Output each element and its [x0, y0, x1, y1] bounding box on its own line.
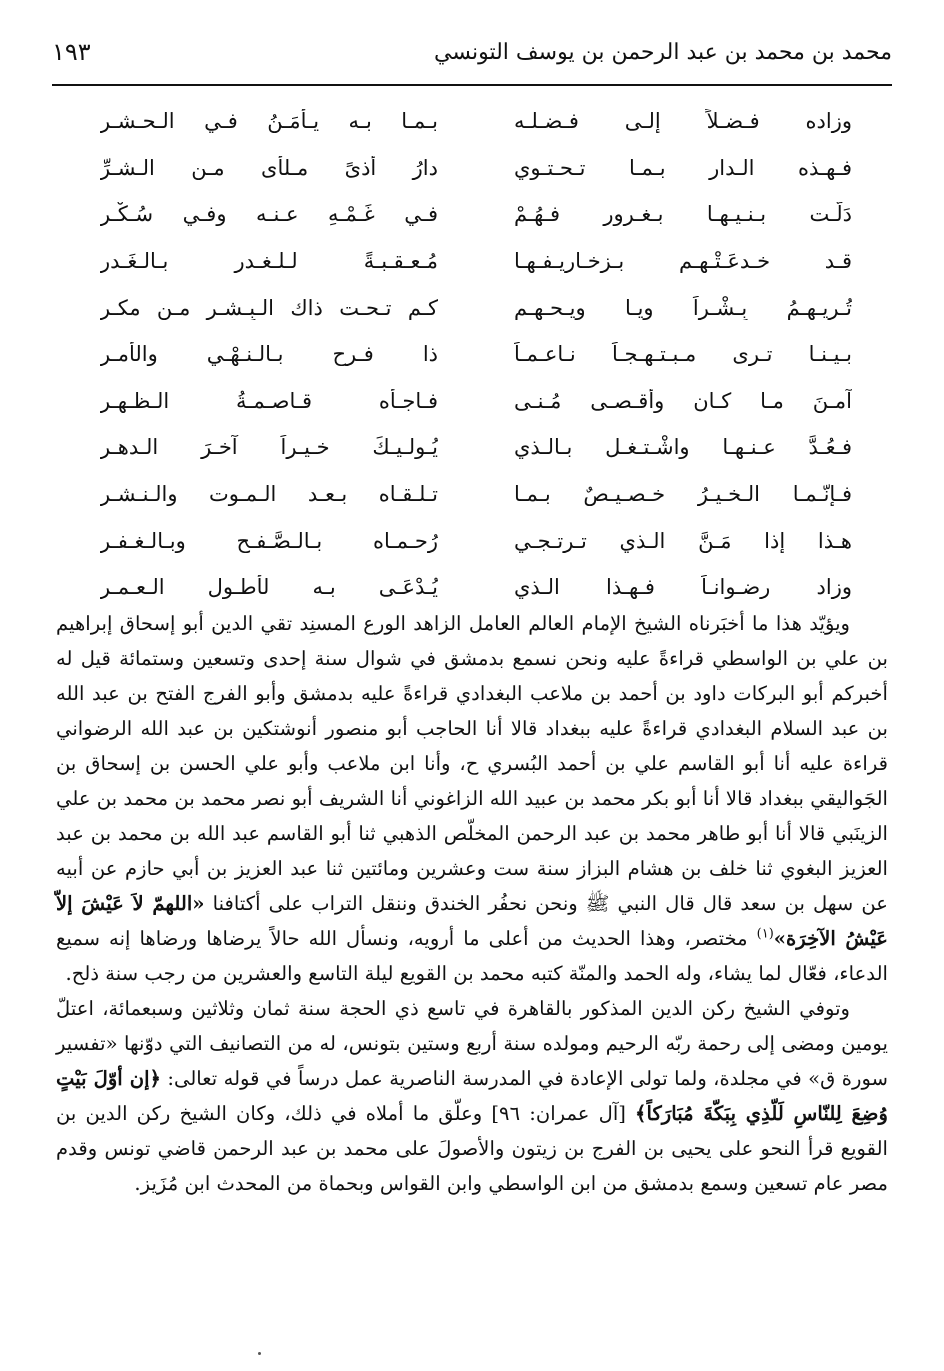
- verse-second-hemistich: تـلـقـاه بـعـد الـمـوت والـنـشـرِ: [100, 482, 438, 507]
- running-title: محمد بن محمد بن عبد الرحمن بن يوسف التونسي: [434, 40, 892, 65]
- quran-reference: [آل عمران: ٩٦]: [491, 1102, 626, 1125]
- verse-second-hemistich: فـي غَـمْـهِ عـنـه وفـي سُـكْـرِ: [100, 202, 438, 227]
- footnote-marker: (١): [756, 926, 774, 942]
- poem-verse: [100, 191, 852, 238]
- poem-verse: [100, 378, 852, 425]
- biography-text-start: وتوفي الشيخ ركن الدين المذكور بالقاهرة في تاسع ذي الحجة سنة ثمان وثلاثين وسبعمائة، اعتلّ يومين ومضى إلى رحمة ربّه الرحيم ومولده سنة أربع وستين بتونس، له من التصانيف التي دوّنها «تفسير سورة ق» في مجلدة، ولما تولى الإعادة في المدرسة الناصرية عمل درساً في قوله تعالى:: [56, 997, 888, 1090]
- verse-first-hemistich: وزاد رضـوانـاً فـهـذا الـذي: [514, 575, 852, 600]
- verse-second-hemistich: بـمـا بـه يـأمَـنُ فـي الـحـشـرِ: [100, 109, 438, 134]
- poem-verse: [100, 517, 852, 564]
- biography-paragraph: [56, 991, 888, 1201]
- hadith-quote: «اللهمّ لاَ عَيْشَ إلاّ عَيْشُ الآخِرَة»: [56, 892, 889, 950]
- verse-first-hemistich: فـإنّـمـا الـخـيـرُ خـصـيـصٌ بـمـا: [514, 482, 852, 507]
- poem-verse: [100, 471, 852, 518]
- verse-first-hemistich: فـعُـدَّ عـنـهـا واشْـتـغـل بـالـذي: [514, 435, 852, 460]
- poem-verse: [100, 145, 852, 192]
- verse-first-hemistich: هـذا إذا مَـنَّ الـذي تـرتـجـي: [514, 528, 852, 553]
- poem-verse: [100, 98, 852, 145]
- verse-second-hemistich: يُـدْعَـى بـه لأطـولِ الـعـمـرِ: [100, 575, 438, 600]
- page-number: ١٩٣: [52, 38, 91, 66]
- poem-verse: [100, 284, 852, 331]
- page-header: [52, 28, 892, 86]
- biography-text-end: وعلّق ما أملاه في ذلك، وكان الشيخ ركن الدين بن القويع قرأ النحو على يحيى بن الفرج بن زيتون والأصولَ على محمد بن عبد الرحمن قاضي تونس وقدم مصر عام تسعين وسمع بدمشق من ابن الواسطي وابن القواس وبحماة من المحدث ابن مُزَيز.: [56, 1102, 888, 1195]
- verse-second-hemistich: دارُ أذىً مـلأى مـن الـشـرِّ: [100, 155, 438, 180]
- verse-second-hemistich: رُحـمـاه بـالـصَّـفـح وبـالـغـفـرِ: [100, 528, 438, 553]
- poem-verse: [100, 564, 852, 611]
- verse-second-hemistich: يُـولـيـكَ خـيـراً آخـرَ الـدهـرِ: [100, 435, 438, 460]
- prose-body: [56, 606, 888, 1201]
- print-speck: [258, 1352, 261, 1355]
- verse-second-hemistich: ذا فـرح بـالـنـهْـيِ والأمـرِ: [100, 342, 438, 367]
- poem: [100, 98, 852, 611]
- poem-verse: [100, 331, 852, 378]
- colophon-text: مختصر، وهذا الحديث من أعلى ما أرويه، ونسأل الله حالاً يرضاها ورضاها إنه سميع الدعاء، فعّال لما يشاء، وله الحمد والمنّة كتبه محمد بن القويع ليلة التاسع والعشرين من رجب سنة ذلح.: [56, 927, 888, 985]
- quran-verse: ﴿إن أوّلَ بَيْتٍ وُضِعَ لِلنّاسِ لَلّذِي بِبَكّةَ مُبَارَكاً﴾: [56, 1067, 889, 1125]
- verse-second-hemistich: مُـعـقـبـةً لـلـغـدر بـالـغَـدرِ: [100, 249, 438, 274]
- poem-verse: [100, 238, 852, 285]
- verse-first-hemistich: دَلّـت بـنـيـهـا بـغـرورٍ فـهُـمْ: [514, 202, 852, 227]
- verse-first-hemistich: بـيـنـا تـرى مـبـتـهـجـاً نـاعـمـاً: [514, 342, 852, 367]
- hadith-paragraph: [56, 606, 888, 991]
- verse-first-hemistich: تُـريـهِـمُ بِـشْـراً ويـا ويـحـهـم: [514, 295, 852, 320]
- isnad-text: ويؤيّد هذا ما أخبَرناه الشيخ الإمام العالم العامل الزاهد الورع المسنِد تقي الدين أبو إسحاق إبراهيم بن علي بن الواسطي قراءةً عليه ونحن نسمع بدمشق في شوال سنة إحدى وتسعين وستمائة قيل له أخبركم أبو البركات داود بن أحمد بن ملاعب البغدادي قراءةً عليه بدمشق وأبو الفرج الفتح بن عبد الله بن عبد السلام البغدادي قراءةً عليه ببغداد قالا أنا الحاجب أبو منصور أنوشتكين بن عبد الله الرضواني قراءة عليه أنا أبو القاسم علي بن أحمد البُسري ح، وأنا ابن ملاعب وأبو علي الحسن بن إسحاق بن الجَواليقي ببغداد قالا أنا أبو بكر محمد بن عبيد الله الزاغوني أنا الشريف أبو نصر محمد بن محمد بن علي الزينَبي قالا أنا أبو طاهر محمد بن عبد الرحمن المخلّص الذهبي ثنا أبو القاسم عبد الله بن محمد بن عبد العزيز البغوي ثنا خلف بن هشام البزاز سنة ست وعشرين ومائتين ثنا عبد العزيز بن أبي حازم عن أبيه عن سهل بن سعد قال قال النبي ﷺ ونحن نحفُر الخندق وننقل التراب على أكتافنا: [56, 612, 888, 915]
- verse-second-hemistich: فـاجـأه قـاصـمـةُ الـظـهـرِ: [100, 388, 438, 413]
- verse-first-hemistich: فـهـذه الـدار بـمـا تـحـتـوي: [514, 155, 852, 180]
- verse-second-hemistich: كـم تـحـت ذاك الـبِـشـر مـن مكـرِ: [100, 295, 438, 320]
- poem-verse: [100, 424, 852, 471]
- verse-first-hemistich: آمـنَ مـا كـان وأقـصـى مُـنـى: [514, 388, 852, 413]
- verse-first-hemistich: وزاده فـضـلاً إلـى فـضـلـه: [514, 109, 852, 134]
- verse-first-hemistich: قـد خـدعَـتْـهـم بـزخـاريـفـهـا: [514, 249, 852, 274]
